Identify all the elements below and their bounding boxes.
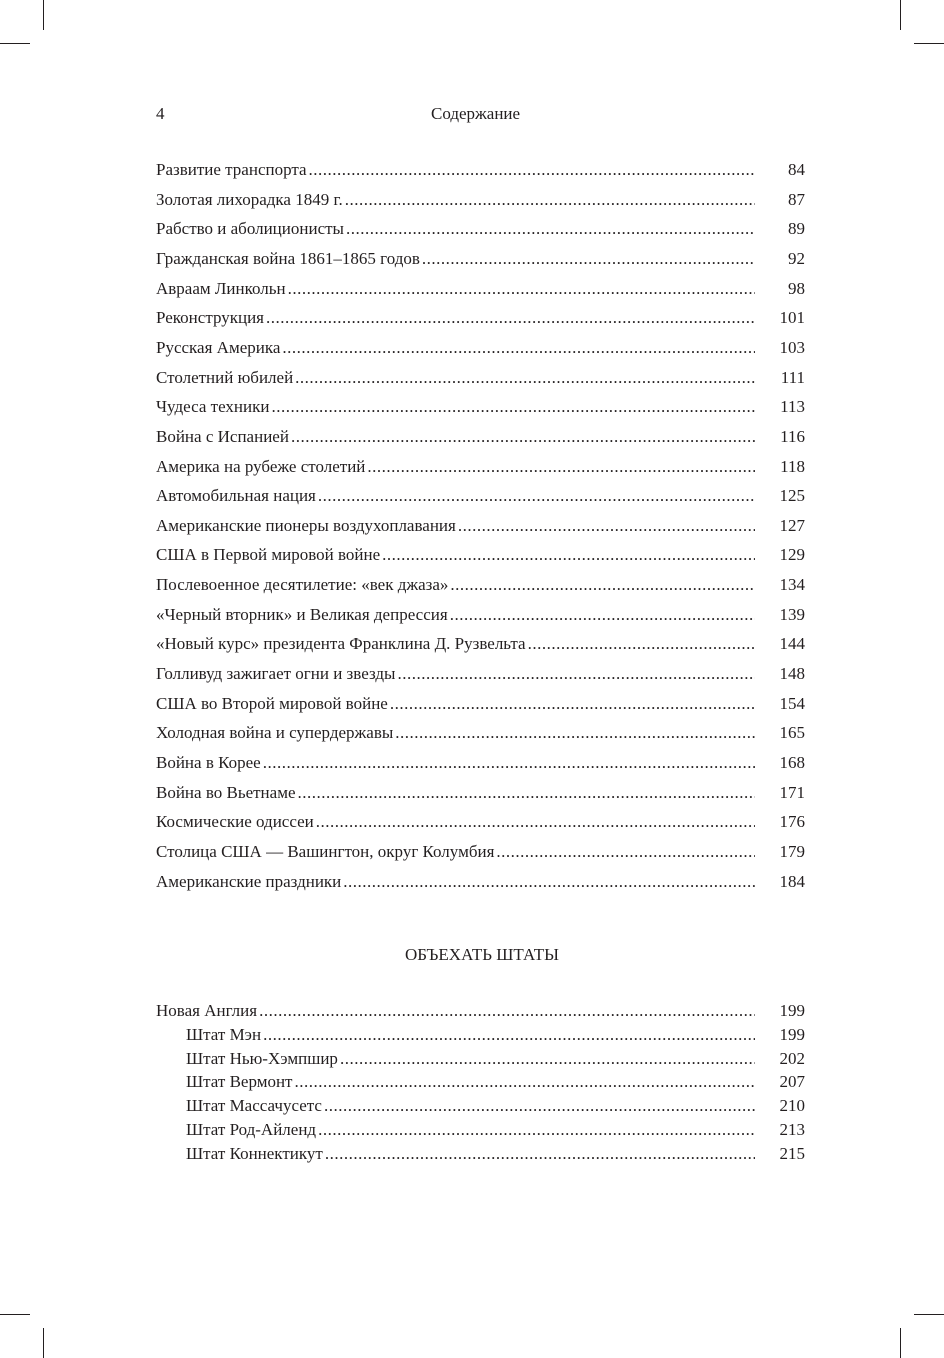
crop-mark xyxy=(914,1314,944,1315)
toc-entry xyxy=(156,870,805,894)
dot-leader xyxy=(325,1142,755,1166)
entry-title: Штат Нью-Хэмпшир xyxy=(186,1048,338,1068)
entry-page: 176 xyxy=(779,812,805,832)
toc-entry xyxy=(186,1023,805,1047)
dot-leader xyxy=(318,484,755,508)
toc-entry xyxy=(156,158,805,182)
entry-title: США во Второй мировой войне xyxy=(156,693,388,713)
entry-title: Космические одиссеи xyxy=(156,812,314,832)
entry-page: 129 xyxy=(779,545,805,565)
entry-page: 165 xyxy=(779,723,805,743)
entry-page: 111 xyxy=(780,367,805,387)
entry-title: Штат Вермонт xyxy=(186,1072,293,1092)
entry-title: Автомобильная нация xyxy=(156,486,316,506)
entry-title: Штат Массачусетс xyxy=(186,1096,322,1116)
entry-title: Американские пионеры воздухоплавания xyxy=(156,515,456,535)
entry-title: Война с Испанией xyxy=(156,426,289,446)
entry-page: 101 xyxy=(779,308,805,328)
dot-leader xyxy=(294,1070,755,1094)
toc-entry xyxy=(156,840,805,864)
dot-leader xyxy=(343,870,755,894)
entry-title: «Новый курс» президента Франклина Д. Рузвельта xyxy=(156,634,526,654)
page-number: 4 xyxy=(156,104,165,123)
entry-page: 134 xyxy=(779,575,805,595)
dot-leader xyxy=(263,751,755,775)
dot-leader xyxy=(345,188,755,212)
dot-leader xyxy=(382,543,755,567)
toc-entry xyxy=(156,366,805,390)
entry-title: Новая Англия xyxy=(156,1001,258,1020)
crop-mark xyxy=(900,1328,901,1358)
entry-title: Война во Вьетнаме xyxy=(156,782,296,802)
entry-title: Голливуд зажигает огни и звезды xyxy=(156,664,396,684)
toc-entry xyxy=(156,188,805,212)
dot-leader xyxy=(266,306,755,330)
toc-entry xyxy=(186,1118,805,1142)
toc-entry xyxy=(156,217,805,241)
dot-leader xyxy=(458,514,755,538)
entry-page: 171 xyxy=(779,782,805,802)
entry-page: 148 xyxy=(779,664,805,684)
toc-entry xyxy=(156,306,805,330)
toc-entry xyxy=(156,543,805,567)
dot-leader xyxy=(422,247,755,271)
dot-leader xyxy=(528,632,755,656)
toc-entry xyxy=(156,455,805,479)
dot-leader xyxy=(282,336,755,360)
entry-page: 199 xyxy=(779,1001,805,1020)
entry-page: 103 xyxy=(779,337,805,357)
toc-entry xyxy=(156,810,805,834)
entry-page: 87 xyxy=(788,189,805,209)
entry-title: Столица США — Вашингтон, округ Колумбия xyxy=(156,841,495,861)
toc-entry xyxy=(156,425,805,449)
section-heading: ОБЪЕХАТЬ ШТАТЫ xyxy=(405,945,559,964)
entry-title: Послевоенное десятилетие: «век джаза» xyxy=(156,575,449,595)
entry-title: Рабство и аболиционисты xyxy=(156,219,344,239)
dot-leader xyxy=(397,662,755,686)
toc-entry xyxy=(156,662,805,686)
dot-leader xyxy=(288,277,755,301)
entry-title: Война в Корее xyxy=(156,753,261,772)
entry-page: 184 xyxy=(779,871,805,891)
entry-title: Золотая лихорадка 1849 г. xyxy=(156,189,343,209)
entry-page: 92 xyxy=(788,248,805,268)
dot-leader xyxy=(298,781,755,805)
entry-page: 215 xyxy=(779,1143,805,1163)
toc-entry xyxy=(156,692,805,716)
dot-leader xyxy=(324,1094,755,1118)
toc-entry xyxy=(156,632,805,656)
entry-title: Авраам Линкольн xyxy=(156,278,286,298)
entry-title: США в Первой мировой войне xyxy=(156,545,381,565)
entry-title: Штат Коннектикут xyxy=(186,1143,323,1163)
entry-title: Америка на рубеже столетий xyxy=(156,456,366,476)
entry-page: 127 xyxy=(779,515,805,535)
entry-page: 84 xyxy=(788,160,805,179)
dot-leader xyxy=(309,158,755,182)
toc-entry xyxy=(156,247,805,271)
running-header: Содержание xyxy=(431,104,521,123)
entry-page: 199 xyxy=(779,1024,805,1044)
entry-title: Штат Мэн xyxy=(186,1024,262,1044)
entry-page: 139 xyxy=(779,604,805,624)
toc-entry xyxy=(156,514,805,538)
crop-mark xyxy=(900,0,901,30)
toc-entry xyxy=(156,751,805,775)
toc-entry xyxy=(156,336,805,360)
entry-page: 113 xyxy=(780,397,805,417)
dot-leader xyxy=(450,603,755,627)
entry-page: 116 xyxy=(780,426,805,446)
toc-entry xyxy=(156,721,805,745)
dot-leader xyxy=(318,1118,755,1142)
toc-entry xyxy=(156,395,805,419)
crop-mark xyxy=(0,43,30,44)
toc-entry xyxy=(156,999,805,1023)
crop-mark xyxy=(43,1328,44,1358)
toc-entry xyxy=(186,1142,805,1166)
entry-page: 98 xyxy=(788,278,805,298)
entry-title: Русская Америка xyxy=(156,337,281,357)
dot-leader xyxy=(259,999,755,1023)
dot-leader xyxy=(316,810,755,834)
entry-page: 210 xyxy=(779,1096,805,1116)
crop-mark xyxy=(0,1314,30,1315)
entry-page: 179 xyxy=(779,841,805,861)
entry-title: Столетний юбилей xyxy=(156,367,294,387)
entry-title: Гражданская война 1861–1865 годов xyxy=(156,248,420,268)
toc-entry xyxy=(156,781,805,805)
entry-title: Холодная война и супердержавы xyxy=(156,723,394,743)
crop-mark xyxy=(43,0,44,30)
dot-leader xyxy=(263,1023,755,1047)
toc-entry xyxy=(186,1070,805,1094)
entry-title: Штат Род-Айленд xyxy=(186,1120,317,1139)
dot-leader xyxy=(450,573,755,597)
entry-page: 144 xyxy=(779,634,805,654)
toc-entry xyxy=(156,573,805,597)
entry-title: Американские праздники xyxy=(156,871,342,891)
dot-leader xyxy=(346,217,755,241)
toc-entry xyxy=(156,484,805,508)
dot-leader xyxy=(367,455,755,479)
entry-page: 207 xyxy=(779,1072,805,1092)
entry-page: 202 xyxy=(779,1048,805,1068)
entry-title: Развитие транспорта xyxy=(156,160,307,179)
dot-leader xyxy=(340,1047,755,1071)
entry-title: Реконструкция xyxy=(156,308,265,328)
dot-leader xyxy=(390,692,755,716)
dot-leader xyxy=(295,366,755,390)
dot-leader xyxy=(291,425,755,449)
entry-page: 168 xyxy=(779,753,805,772)
dot-leader xyxy=(395,721,755,745)
dot-leader xyxy=(271,395,755,419)
dot-leader xyxy=(496,840,755,864)
entry-title: «Черный вторник» и Великая депрессия xyxy=(156,604,448,624)
crop-mark xyxy=(914,43,944,44)
toc-entry xyxy=(156,277,805,301)
entry-title: Чудеса техники xyxy=(156,397,270,417)
toc-entry xyxy=(186,1047,805,1071)
entry-page: 125 xyxy=(779,486,805,506)
entry-page: 154 xyxy=(779,693,805,713)
toc-entry xyxy=(156,603,805,627)
toc-entry xyxy=(186,1094,805,1118)
entry-page: 118 xyxy=(780,456,805,476)
entry-page: 89 xyxy=(788,219,805,239)
entry-page: 213 xyxy=(779,1120,805,1139)
